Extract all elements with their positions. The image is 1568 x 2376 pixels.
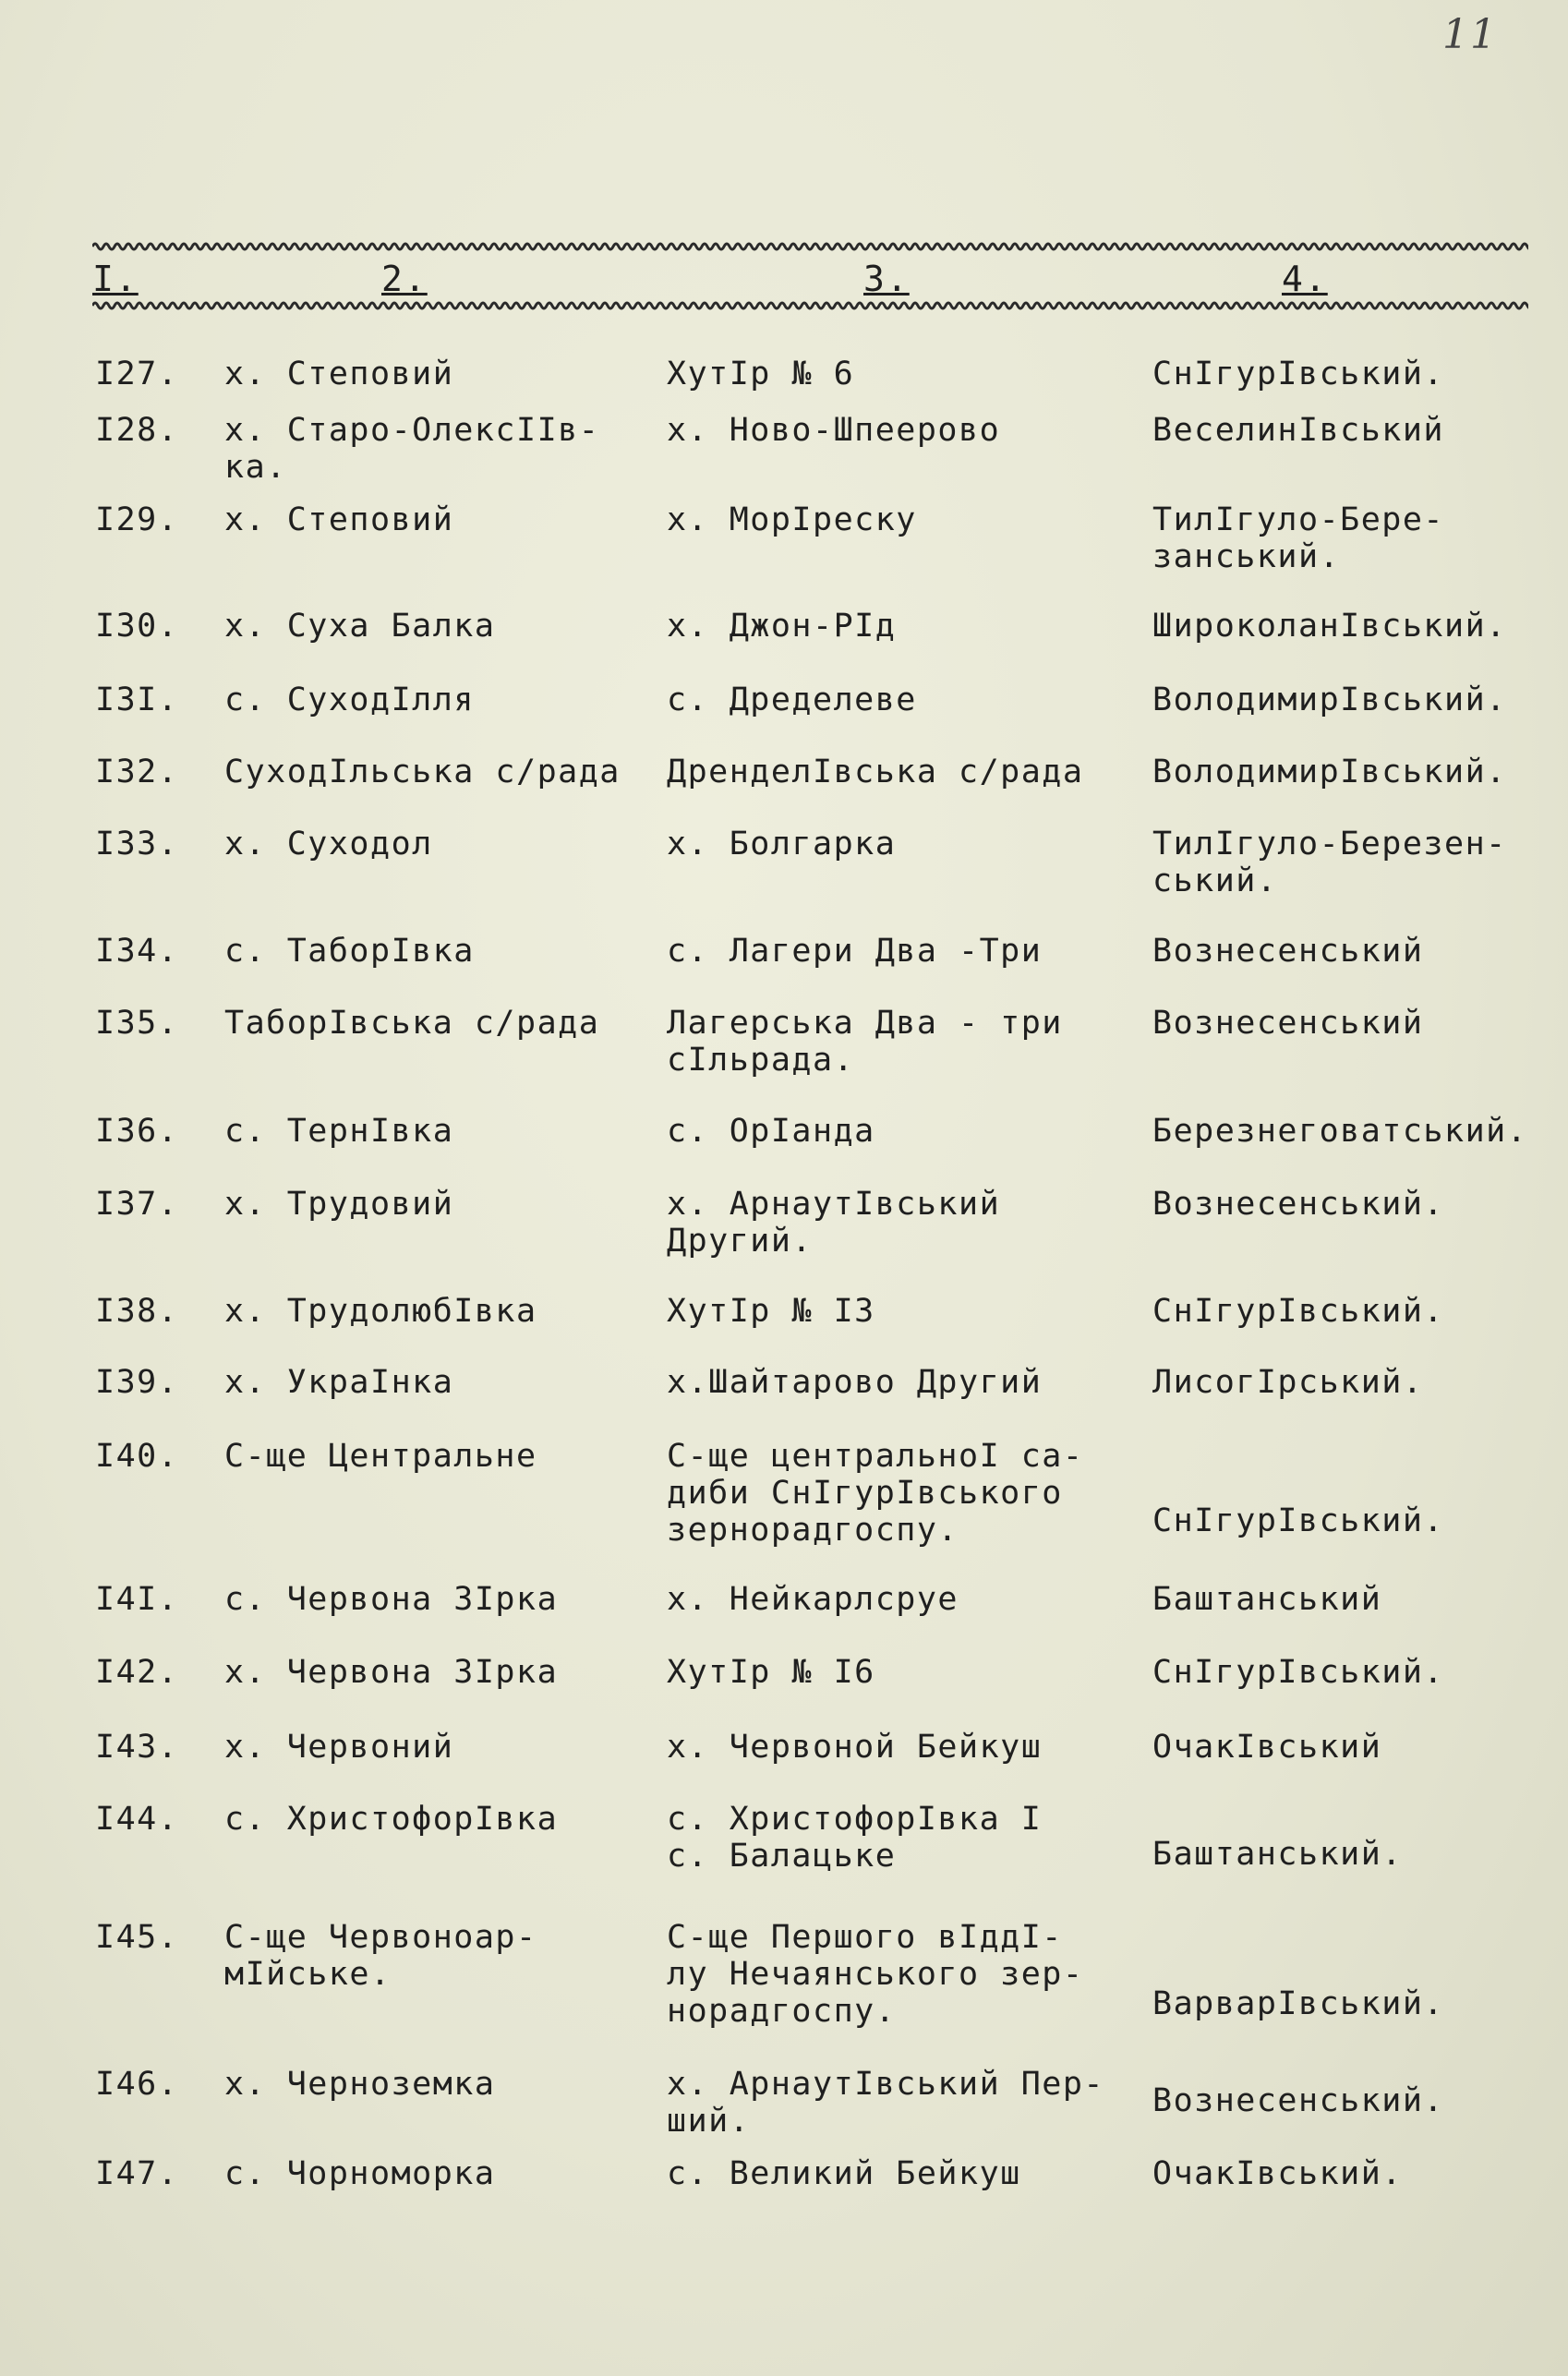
new-name: ТаборIвська с/рада — [224, 1005, 600, 1042]
old-name: ДренделIвська с/рада — [667, 754, 1084, 790]
row-number: I42. — [95, 1654, 179, 1691]
row-number: I37. — [95, 1186, 179, 1223]
new-name: х. Степовий — [224, 356, 454, 392]
new-name: с. СуходIлля — [224, 681, 475, 718]
new-name: С-ще Червоноар- мIйське. — [224, 1919, 537, 1993]
new-name: х. УкраIнка — [224, 1364, 454, 1401]
old-name: с. Великий Бейкуш — [667, 2155, 1021, 2192]
new-name: х. Суходол — [224, 826, 433, 862]
row-number: I34. — [95, 933, 179, 970]
new-name: х. Червоний — [224, 1729, 454, 1766]
row-number: I30. — [95, 608, 179, 645]
old-name: с. ХристофорIвка I с. Балацьке — [667, 1801, 1043, 1875]
district: Березнеговатський. — [1152, 1113, 1528, 1150]
row-number: I33. — [95, 826, 179, 862]
district: ВолодимирIвський. — [1152, 681, 1507, 718]
row-number: I44. — [95, 1801, 179, 1838]
new-name: С-ще Центральне — [224, 1438, 537, 1475]
old-name: х. Ново-Шпеерово — [667, 412, 1001, 449]
new-name: с. ХристофорIвка — [224, 1801, 559, 1838]
old-name: с. ОрIанда — [667, 1113, 875, 1150]
row-number: I3I. — [95, 681, 179, 718]
old-name: Лагерська Два - три сIльрада. — [667, 1005, 1063, 1079]
new-name: с. Червона ЗIрка — [224, 1581, 559, 1618]
new-name: х. ТрудолюбIвка — [224, 1293, 537, 1330]
new-name: х. Трудовий — [224, 1186, 454, 1223]
old-name: ХутIр № I3 — [667, 1293, 875, 1330]
district: ТилIгуло-Бере- занський. — [1152, 501, 1445, 575]
district: Вознесенський — [1152, 933, 1424, 970]
row-number: I40. — [95, 1438, 179, 1475]
old-name: ХутIр № I6 — [667, 1654, 875, 1691]
district: Баштанський. — [1152, 1836, 1403, 1873]
district: ВолодимирIвський. — [1152, 754, 1507, 790]
row-number: I35. — [95, 1005, 179, 1042]
column-header-4: 4. — [1282, 259, 1328, 299]
district: СнIгурIвський. — [1152, 1293, 1445, 1330]
district: ЛисогIрський. — [1152, 1364, 1424, 1401]
old-name: С-ще Першого вIддI- лу Нечаянського зер- норадгоспу. — [667, 1919, 1084, 2030]
district: СнIгурIвський. — [1152, 356, 1445, 392]
row-number: I36. — [95, 1113, 179, 1150]
row-number: I32. — [95, 754, 179, 790]
old-name: х. Джон-РIд — [667, 608, 897, 645]
page-number: 11 — [1442, 11, 1498, 58]
new-name: х. Червона ЗIрка — [224, 1654, 559, 1691]
column-header-1: I. — [92, 259, 139, 299]
row-number: I43. — [95, 1729, 179, 1766]
old-name: ХутIр № 6 — [667, 356, 855, 392]
district: СнIгурIвський. — [1152, 1502, 1445, 1539]
district: Вознесенський. — [1152, 1186, 1445, 1223]
district: Баштанський — [1152, 1581, 1382, 1618]
district: ОчакIвський. — [1152, 2155, 1403, 2192]
row-number: I46. — [95, 2066, 179, 2103]
district: ВарварIвський. — [1152, 1985, 1445, 2022]
row-number: I29. — [95, 501, 179, 538]
new-name: с. ТернIвка — [224, 1113, 454, 1150]
new-name: х. Суха Балка — [224, 608, 496, 645]
old-name: с. Лагери Два -Три — [667, 933, 1043, 970]
new-name: с. ТаборIвка — [224, 933, 475, 970]
row-number: I28. — [95, 412, 179, 449]
old-name: с. Дределеве — [667, 681, 917, 718]
old-name: х. АрнаутIвський Пер- ший. — [667, 2066, 1105, 2140]
old-name: х.Шайтарово Другий — [667, 1364, 1043, 1401]
district: ТилIгуло-Березен- ський. — [1152, 826, 1507, 899]
new-name: СуходIльська с/рада — [224, 754, 621, 790]
district: СнIгурIвський. — [1152, 1654, 1445, 1691]
old-name: С-ще центральноI са- диби СнIгурIвського зернорадгоспу. — [667, 1438, 1084, 1549]
row-number: I27. — [95, 356, 179, 392]
new-name: х. Черноземка — [224, 2066, 496, 2103]
old-name: х. Нейкарлсруе — [667, 1581, 959, 1618]
column-header-3: 3. — [863, 259, 910, 299]
district: ШироколанIвський. — [1152, 608, 1507, 645]
district: Вознесенський. — [1152, 2082, 1445, 2119]
old-name: х. Червоной Бейкуш — [667, 1729, 1043, 1766]
row-number: I47. — [95, 2155, 179, 2192]
new-name: х. Степовий — [224, 501, 454, 538]
district: ВеселинIвський — [1152, 412, 1445, 449]
district: ОчакIвський — [1152, 1729, 1382, 1766]
row-number: I38. — [95, 1293, 179, 1330]
new-name: с. Чорноморка — [224, 2155, 496, 2192]
row-number: I45. — [95, 1919, 179, 1956]
row-number: I4I. — [95, 1581, 179, 1618]
new-name: х. Старо-ОлексIIв- ка. — [224, 412, 600, 486]
row-number: I39. — [95, 1364, 179, 1401]
old-name: х. Болгарка — [667, 826, 897, 862]
district: Вознесенський — [1152, 1005, 1424, 1042]
old-name: х. АрнаутIвський Другий. — [667, 1186, 1001, 1260]
column-header-2: 2. — [381, 259, 428, 299]
old-name: х. МорIреску — [667, 501, 917, 538]
